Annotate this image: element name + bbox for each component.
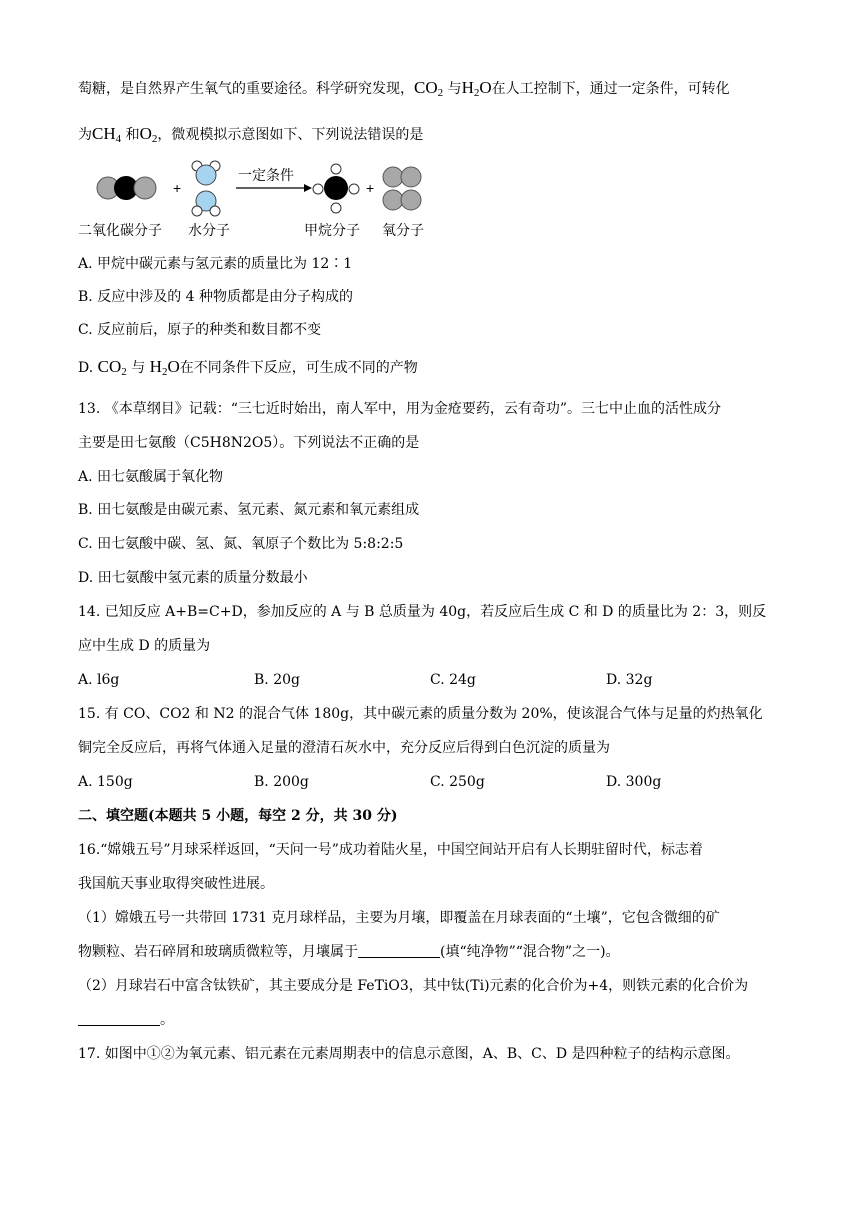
intro-text: ，微观模拟示意图如下、下列说法错误的是 <box>157 127 424 143</box>
q12-option-c: C. 反应前后，原子的种类和数目都不变 <box>78 322 322 338</box>
oxygen-atom <box>401 167 421 187</box>
hydrogen-atom <box>331 164 341 174</box>
o2-molecule-1 <box>383 167 421 187</box>
q12-option-a: A. 甲烷中碳元素与氢元素的质量比为 12∶1 <box>78 256 353 272</box>
ch4-molecule <box>313 164 359 213</box>
q17-stem-line-1: 17. 如图中①②为氧元素、铝元素在元素周期表中的信息示意图，A、B、C、D 是四种粒子的结构示意图。 <box>78 1046 740 1062</box>
q15-stem-line-1: 15. 有 CO、CO2 和 N2 的混合气体 180g，其中碳元素的质量分数为 20%，使该混合气体与足量的灼热氧化 <box>78 706 763 722</box>
q16-stem-line-2: 我国航天事业取得突破性进展。 <box>78 876 274 892</box>
formula-h2o: $H_2O$ <box>149 357 180 378</box>
q16-part1-line-1: （1）嫦娥五号一共带回 1731 克月球样品，主要为月壤，即覆盖在月球表面的“土壤”，它包含微细的矿 <box>78 910 720 926</box>
plus-sign: + <box>366 180 375 196</box>
intro-line-1 <box>78 78 730 103</box>
q13-option-c: C. 田七氨酸中碳、氢、氮、氧原子个数比为 5:8:2:5 <box>78 536 404 552</box>
q13-option-a: A. 田七氨酸属于氧化物 <box>78 469 224 485</box>
q14-stem-line-1: 14. 已知反应 A+B=C+D，参加反应的 A 与 B 总质量为 40g，若反应后生成 C 和 D 的质量比为 2：3，则反 <box>78 604 767 620</box>
q13-stem-line-2: 主要是田七氨酸（C5H8N2O5）。下列说法不正确的是 <box>78 435 420 451</box>
q16-part1-line-2: 物颗粒、岩石碎屑和玻璃质微粒等，月壤属于 (填“纯净物”“混合物”之一)。 <box>78 944 620 960</box>
label-water: 水分子 <box>188 223 230 239</box>
oxygen-atom <box>383 190 403 210</box>
hydrogen-atom <box>192 206 202 216</box>
q16-part2-line-2: 。 <box>78 1010 174 1030</box>
q12-option-d: D. $CO_2$ 与 $H_2O$在不同条件下反应，可生成不同的产物 <box>78 357 418 378</box>
carbon-atom <box>324 176 348 200</box>
formula-ch4: $CH_4$ <box>92 124 122 145</box>
oxygen-atom <box>134 177 156 199</box>
o2-molecule-2 <box>383 190 421 210</box>
intro-text: 与 <box>447 81 462 97</box>
label-methane: 甲烷分子 <box>304 223 360 239</box>
q15-option-b: B. 200g <box>254 774 309 790</box>
intro-text: 为 <box>78 127 92 143</box>
hydrogen-atom <box>331 203 341 213</box>
oxygen-atom <box>383 167 403 187</box>
q14-option-a: A. l6g <box>78 672 120 688</box>
q14-option-d: D. 32g <box>606 672 653 688</box>
section-heading: 二、填空题(本题共 5 小题，每空 2 分，共 30 分) <box>78 808 398 824</box>
q15-option-a: A. 150g <box>78 774 133 790</box>
water-molecule-1 <box>192 161 220 185</box>
q14-option-b: B. 20g <box>254 672 300 688</box>
arrow-icon <box>236 184 312 192</box>
q12-option-b: B. 反应中涉及的 4 种物质都是由分子构成的 <box>78 289 353 305</box>
q16-stem-line-1: 16.“嫦娥五号”月球采样返回，“天问一号”成功着陆火星，中国空间站开启有人长期驻留时代，标志着 <box>78 842 703 858</box>
q15-option-c: C. 250g <box>430 774 485 790</box>
arrow-label: 一定条件 <box>238 168 294 184</box>
q13-option-b: B. 田七氨酸是由碳元素、氢元素、氮元素和氧元素组成 <box>78 502 420 518</box>
water-molecule-2 <box>192 191 220 216</box>
answer-blank[interactable] <box>78 1011 160 1026</box>
answer-blank[interactable] <box>358 943 440 958</box>
q15-stem-line-2: 铜完全反应后，再将气体通入足量的澄清石灰水中，充分反应后得到白色沉淀的质量为 <box>78 740 610 756</box>
q15-option-d: D. 300g <box>606 774 662 790</box>
formula-h2o: $H_2O$ <box>461 78 492 99</box>
hydrogen-atom <box>313 184 323 194</box>
formula-co2: $CO_2$ <box>414 78 444 99</box>
label-co2: 二氧化碳分子 <box>78 223 162 239</box>
intro-text: 在人工控制下，通过一定条件，可转化 <box>491 81 730 97</box>
label-oxygen: 氧分子 <box>382 223 424 239</box>
co2-molecule <box>97 176 156 200</box>
intro-line-2 <box>78 124 423 149</box>
formula-o2: $O_2$ <box>139 124 158 145</box>
q14-stem-line-2: 应中生成 D 的质量为 <box>78 638 211 654</box>
intro-text: 和 <box>125 127 140 143</box>
formula-co2: $CO_2$ <box>97 357 127 378</box>
q13-option-d: D. 田七氨酸中氢元素的质量分数最小 <box>78 570 308 586</box>
intro-text: 萄糖，是自然界产生氧气的重要途径。科学研究发现， <box>78 81 414 97</box>
hydrogen-atom <box>210 206 220 216</box>
oxygen-atom <box>196 165 216 185</box>
q13-stem-line-1: 13. 《本草纲目》记载：“三七近时始出，南人军中，用为金疮要药，云有奇功”。三七中止血的活性成分 <box>78 401 722 417</box>
hydrogen-atom <box>349 184 359 194</box>
q14-option-c: C. 24g <box>430 672 476 688</box>
oxygen-atom <box>401 190 421 210</box>
reaction-diagram <box>78 160 438 244</box>
plus-sign: + <box>173 180 182 196</box>
q16-part2-line-1: （2）月球岩石中富含钛铁矿，其主要成分是 FeTiO3，其中钛(Ti)元素的化合价为+4，则铁元素的化合价为 <box>78 978 749 994</box>
